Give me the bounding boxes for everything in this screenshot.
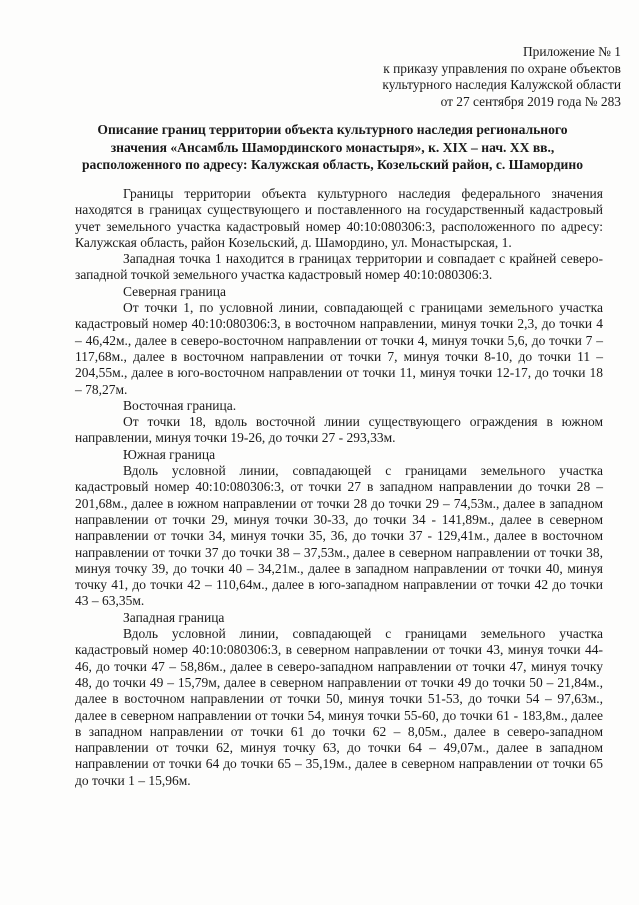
- appendix-authority: культурного наследия Калужской области: [382, 77, 621, 92]
- south-boundary-text: Вдоль условной линии, совпадающей с границами земельного участка кадастровый номер 40:10:080306:3, от точки 27 в западном направлении до точки 28 – 201,68м., далее в южном направлении от точки 28 до точки 29 – 74,53м., далее в западном направлении от точки 29, минуя точки 30-33, до точки 34 - 141,89м., далее в северном направлении от точки 34, минуя точки 35, 36, до точки 37 - 129,41м., далее в восточном направлении от точки 37 до точки 38 – 37,53м., далее в северном направлении от точки 38, минуя точку 39, до точки 40 – 34,21м., далее в западном направлении от точки 40, минуя точку 41, до точки 42 – 110,64м., далее в юго-западном направлении от точки 42 до точки 43 – 63,35м.: [75, 463, 603, 609]
- appendix-header: [291, 44, 621, 110]
- appendix-date: от 27 сентября 2019 года № 283: [440, 93, 621, 109]
- appendix-number: Приложение № 1: [522, 44, 621, 59]
- west-boundary-text: Вдоль условной линии, совпадающей с границами земельного участка кадастровый номер 40:10:080306:3, в северном направлении от точки 43, минуя точки 44-46, до точки 47 – 58,86м., далее в северо-западном направлении от точки 47, минуя точку 48, до точки 49 – 15,79м, далее в северном направлении от точки 49 до точки 50 – 21,84м., далее в восточном направлении от точки 50, минуя точки 51-53, до точки 54 – 97,63м., далее в северном направлении от точки 54, минуя точки 55-60, до точки 61 - 183,8м., далее в западном направлении от точки 61 до точки 62 – 8,05м., далее в северо-западном направлении от точки 62, минуя точку 63, до точки 64 – 49,07м., далее в западном направлении от точки 64 до точки 65 – 35,19м., далее в северном направлении от точки 65 до точки 1 – 15,96м.: [75, 626, 603, 788]
- west-point-paragraph: Западная точка 1 находится в границах территории и совпадает с крайней северо-западной точкой земельного участка кадастровый номер 40:10:080306:3.: [75, 251, 603, 283]
- south-boundary-heading: Южная граница: [123, 446, 216, 462]
- appendix-order-ref: к приказу управления по охране объектов: [383, 60, 621, 76]
- north-boundary-text: От точки 1, по условной линии, совпадающей с границами земельного участка кадастровый номер 40:10:080306:3, в восточном направлении, минуя точки 2,3, до точки 4 – 46,42м., далее в северо-восточном направлении от точки 4, минуя точки 5,6, до точки 7 – 117,68м., далее в восточном направлении от точки 7, минуя точки 8-10, до точки 11 – 204,55м., далее в юго-восточном направлении от точки 11, минуя точки 12-17, до точки 18 – 78,27м.: [75, 300, 603, 397]
- document-title: [60, 121, 605, 174]
- title-line-1: Описание границ территории объекта культурного наследия регионального: [97, 122, 568, 137]
- east-boundary-text: От точки 18, вдоль восточной линии существующего ограждения в южном направлении, минуя точки 19-26, до точки 27 - 293,33м.: [75, 414, 603, 446]
- title-line-2: значения «Ансамбль Шамординского монастыря», к. XIX – нач. XX вв.,: [110, 139, 555, 155]
- west-boundary-heading: Западная граница: [123, 609, 225, 625]
- title-line-3: расположенного по адресу: Калужская область, Козельский район, с. Шамордино: [81, 157, 583, 172]
- document-body: [75, 186, 603, 789]
- intro-paragraph: Границы территории объекта культурного наследия федерального значения находятся в границах существующего и поставленного на государственный кадастровый учет земельного участка кадастровый номер 40:10:080306:3, расположенного по адресу: Калужская область, район Козельский, д. Шамордино, ул. Монастырская, 1.: [75, 186, 603, 250]
- east-boundary-heading: Восточная граница.: [123, 397, 237, 413]
- north-boundary-heading: Северная граница: [123, 283, 226, 299]
